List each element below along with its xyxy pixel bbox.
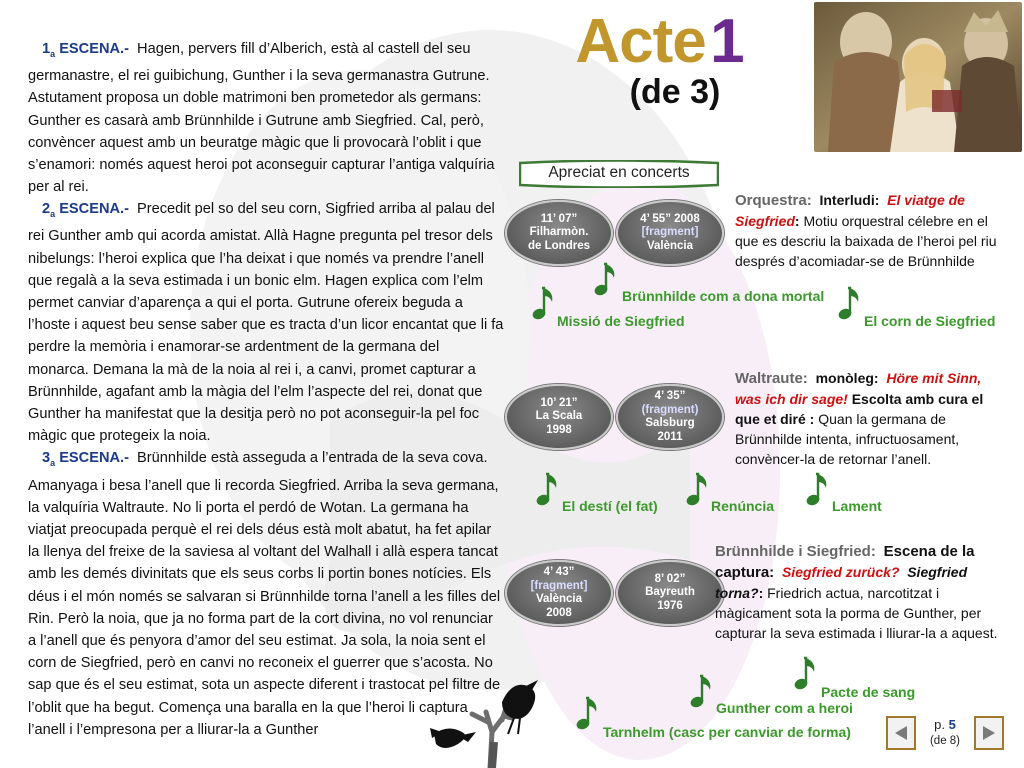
scene-2-paragraph (28, 198, 504, 447)
scene-3-number: 3 (42, 450, 51, 467)
act-title-line (560, 6, 760, 77)
music-note-icon[interactable] (576, 696, 602, 732)
scene-1-word: ESCENA.- (59, 41, 129, 57)
motif-corn-siegfried[interactable]: El corn de Siegfried (864, 313, 996, 329)
scene-2-word: ESCENA.- (59, 201, 129, 218)
recording-oval-6[interactable] (616, 560, 724, 626)
scene-3-sub: a (50, 458, 56, 469)
recording-5-line-4: 2008 (546, 606, 572, 619)
orquestra-kind: Interludi: (819, 192, 880, 208)
motif-lament[interactable]: Lament (832, 498, 882, 514)
orquestra-title: El viatge de Siegfried (735, 192, 965, 229)
recording-oval-2[interactable] (616, 200, 724, 266)
scene-3-word: ESCENA.- (59, 450, 129, 467)
recording-oval-5[interactable] (505, 560, 613, 626)
waltraute-kind: monòleg: (815, 370, 879, 386)
act-title (560, 6, 760, 111)
page-indicator (922, 716, 968, 750)
scene-2-sub: a (50, 209, 56, 220)
prev-page-button[interactable] (886, 716, 916, 750)
page-line (922, 716, 968, 733)
brunnhilde-siegfried-sep: : (870, 543, 876, 560)
waltraute-title: Höre mit Sinn, was ich dir sage! (735, 370, 982, 407)
recording-4-line-3: Salsburg (645, 417, 695, 429)
orquestra-description (735, 190, 1010, 271)
waltraute-text: Quan la germana de Brünnhilde intenta, infructuosament, convèncer-la de retornar l’anell. (735, 411, 960, 467)
music-note-icon[interactable] (532, 286, 558, 322)
scene-2-text: Precedit pel so del seu corn, Sigfried arriba al palau del rei Gunther amb qui acorda amistat. Allà Hagne pregunta pel tresor dels nibelungs: l’heroi explica que l’ha deixat i que només va prendre l’anell que regalà a la seva estimada i un bonic elm. Hagen explica com l’elm permet canviar d’aparença a qui el porta. Gutrune ofereix beguda a l’hoste i aquest beu sense saber que es tracta d’un licor encantat que li fa perdre la memòria i enamorar-se ardentment de la germana del monarca. Demana la mà de la noia al rei i, a canvi, promet capturar a Brünnhilde, agafant amb la màgia del l’elm l’aspecte del rei, donat que Gunther ha manifestat que la desitja però no pot aconseguir-la pel foc màgic que protegeix la noia. (28, 201, 504, 445)
scene-2-number: 2 (42, 201, 51, 218)
page-total: (de 8) (929, 735, 961, 747)
orquestra-colon: : (794, 213, 800, 229)
opera-scene-photo (814, 2, 1022, 152)
music-note-icon[interactable] (838, 286, 864, 322)
act-synopsis (28, 38, 504, 741)
motif-gunther-heroi[interactable]: Gunther com a heroi (716, 700, 853, 716)
motif-pacte-sang[interactable]: Pacte de sang (821, 684, 916, 700)
next-page-button[interactable] (974, 716, 1004, 750)
capture-title: Siegfried zurück? (781, 564, 900, 580)
motif-desti[interactable]: El destí (el fat) (562, 498, 658, 514)
recording-oval-3[interactable] (505, 384, 613, 450)
scene-1-paragraph (28, 38, 504, 198)
page-prefix: p. (934, 717, 945, 732)
recording-2-line-2: [fragment] (641, 226, 699, 239)
motif-tarnhelm[interactable]: Tarnhelm (casc per canviar de forma) (603, 724, 851, 740)
scene-2-label (42, 201, 129, 220)
capture-colon: : (758, 585, 764, 601)
recording-2-line-3: València (646, 239, 694, 252)
brunnhilde-siegfried-description (715, 541, 1005, 643)
recording-6-line-3: 1976 (657, 599, 683, 612)
motif-renuncia[interactable]: Renúncia (711, 498, 775, 514)
recording-6-duration: 8’ 02” (654, 572, 686, 585)
recording-2-duration: 4’ 55” 2008 (640, 212, 700, 225)
music-note-icon[interactable] (690, 674, 716, 710)
scene-3-label (42, 450, 129, 469)
orquestra-sep: : (806, 192, 812, 209)
capture-text: Friedrich actua, narcotitzat i màgicament sota la porma de Gunther, per capturar la seva estimada i lliurar-la a aquest. (715, 585, 998, 641)
orquestra-text: Motiu orquestral célebre en el que es descriu la baixada de l’heroi pel riu després d’acomiadar-se de Brünnhilde (735, 213, 997, 269)
recording-4-duration: 4’ 35” (654, 390, 686, 402)
page-number: 5 (948, 717, 956, 732)
concerts-banner (519, 160, 719, 184)
act-number: 1 (710, 7, 745, 76)
recording-4-line-4: 2011 (657, 430, 683, 443)
brunnhilde-siegfried-role: Brünnhilde i Siegfried (715, 543, 871, 560)
recording-3-duration: 10’ 21” (540, 396, 578, 409)
waltraute-translation: Escolta amb cura el que et diré : (735, 391, 984, 427)
recording-3-line-2: La Scala (535, 410, 583, 423)
waltraute-role: Waltraute (735, 370, 803, 387)
music-note-icon[interactable] (686, 472, 712, 508)
scene-1-sub: a (50, 48, 56, 59)
act-total: (de 3) (629, 73, 721, 111)
orquestra-role: Orquestra (735, 192, 807, 209)
triangle-right-icon (981, 724, 997, 742)
scene-1-label (42, 41, 129, 57)
triangle-left-icon (893, 724, 909, 742)
scene-3-text: Brünnhilde està asseguda a l’entrada de la seva cova. Amanyaga i besa l’anell que li recorda Siegfried. Arriba la seva germana, la valquíria Waltraute. No li porta el perdó de Wotan. La germana ha viatjat preocupada perquè el rei dels déus està molt abatut, ha fet apilar la llenya del freixe de la saviesa al voltant del Walhall i allà espera tancat amb les demés divinitats que els seus corbs li portin bones notícies. Els déus i el món només se salvaran si Brünnhilde torna l’anell a les filles del Rin. Però la noia, que ja no forma part de la cort divina, no vol renunciar a l’anell que és penyora d’amor del seu estimat. Ja sola, la noia sent el corn de Siegfried, però en canvi no reconeix el guerrer que s’acosta. No sap que és el seu estimat, sota un aspecte diferent i trastocat pel filtre de l’oblit que ha begut. Comença una baralla en la que l’heroi li captura l’anell i l’empresona per a lliurar-la a Gunther (28, 450, 501, 738)
recording-oval-4[interactable] (616, 384, 724, 450)
act-word: Acte (575, 7, 706, 76)
recording-1-line-2: Filharmòn. (529, 226, 589, 239)
recording-5-line-2: [fragment] (530, 579, 588, 592)
recording-1-duration: 11’ 07” (540, 212, 578, 225)
raven-tree-illustration (428, 672, 548, 768)
recording-5-line-3: València (535, 593, 583, 605)
recording-1-line-3: de Londres (528, 239, 590, 252)
capture-kind: Escena de la captura: (715, 543, 975, 581)
music-note-icon[interactable] (594, 262, 620, 298)
banner-label: Apreciat en concerts (548, 164, 690, 181)
recording-4-line-2: (fragment) (641, 403, 699, 416)
scene-1-text: Hagen, pervers fill d’Alberich, està al castell del seu germanastre, el rei guibichung, Gunther i la seva germanastra Gutrune. Astutament proposa un doble matrimoni ben prometedor als germans: Gunther es casarà amb Brünnhilde i Gutrune amb Siegfried. Cal, però, convèncer aquest amb un beuratge màgic que li provocarà l’oblit i que s’enamori: només aquest heroi pot aconseguir capturar l’antiga valquíria per al rei. (28, 41, 495, 196)
recording-6-line-2: Bayreuth (645, 586, 695, 599)
recording-5-duration: 4’ 43” (543, 566, 575, 578)
recording-3-line-3: 1998 (546, 423, 572, 436)
music-note-icon[interactable] (536, 472, 562, 508)
motif-missio-siegfried[interactable]: Missió de Siegfried (557, 313, 685, 329)
opera-scene-illustration (814, 2, 1022, 152)
recording-oval-1[interactable] (505, 200, 613, 266)
waltraute-sep: : (802, 370, 808, 387)
music-note-icon[interactable] (806, 472, 832, 508)
scene-1-number: 1 (42, 41, 51, 57)
page-navigation (880, 716, 1010, 756)
music-note-icon[interactable] (794, 656, 820, 692)
waltraute-description (735, 368, 997, 469)
capture-translation: Siegfried torna? (715, 564, 968, 601)
motif-brunnhilde-mortal[interactable]: Brünnhilde com a dona mortal (622, 288, 825, 304)
